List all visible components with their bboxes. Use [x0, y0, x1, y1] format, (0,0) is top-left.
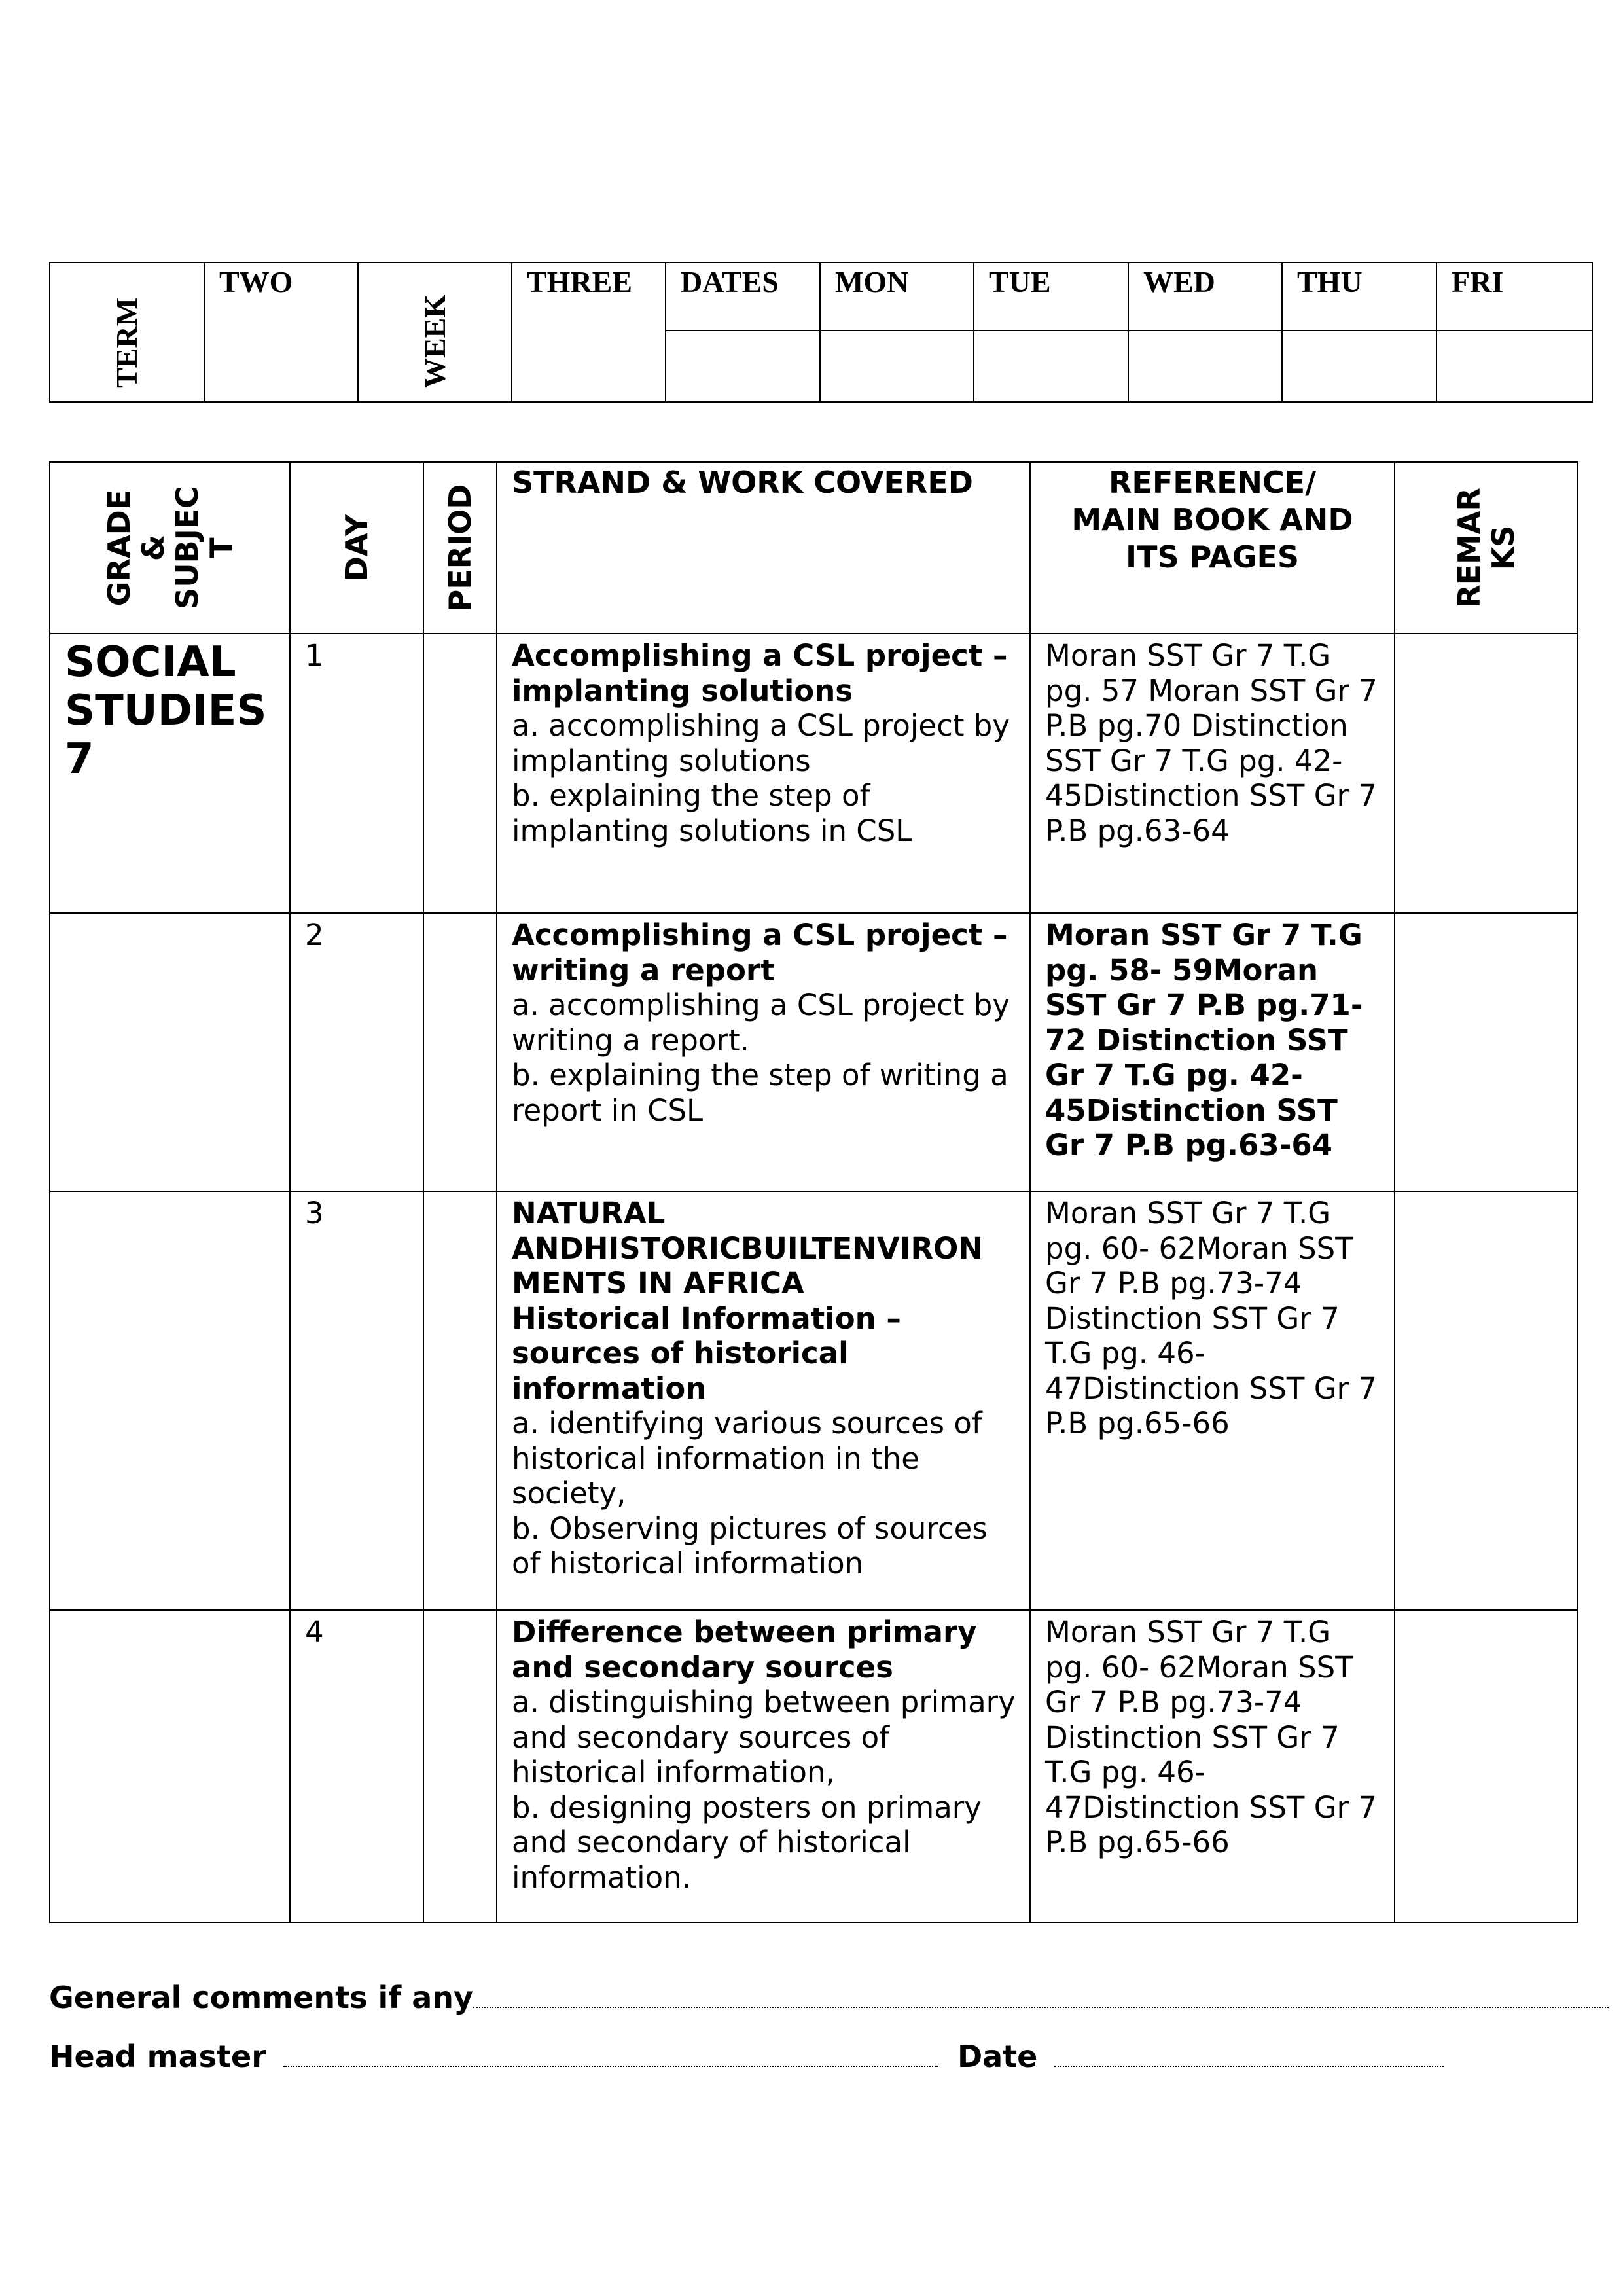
strand-subtitle: Historical Information – sources of historical information	[512, 1300, 901, 1406]
strand-item: b. explaining the step of writing a report in CSL	[512, 1058, 1008, 1128]
reference-text: Moran SST Gr 7 T.G pg. 58- 59Moran SST Gr 7 P.B pg.71-72 Distinction SST Gr 7 T.G pg. 42-45Distinction SST Gr 7 P.B pg.63-64	[1045, 918, 1363, 1162]
lesson-plan-table	[49, 461, 1578, 1923]
period-cell	[423, 1610, 497, 1922]
grade-subject-header	[50, 462, 290, 634]
reference-text: Moran SST Gr 7 T.G pg. 60- 62Moran SST Gr 7 P.B pg.73-74 Distinction SST Gr 7 T.G pg. 46-47Distinction SST Gr 7 P.B pg.65-66	[1045, 1615, 1377, 1859]
dates-label-cell	[666, 262, 820, 331]
strand-item: a. distinguishing between primary and secondary sources of historical information,	[512, 1685, 1016, 1789]
period-cell	[423, 913, 497, 1191]
day-header	[290, 462, 423, 634]
week-label: WEEK	[418, 294, 452, 388]
strand-cell	[497, 913, 1030, 1191]
day-mon-cell	[820, 262, 974, 331]
day-tue-cell	[974, 262, 1128, 331]
date-mon-cell	[820, 331, 974, 402]
day-number: 2	[305, 918, 324, 952]
day-thu-cell	[1282, 262, 1436, 331]
table-header-row	[50, 462, 1578, 634]
signature-line	[49, 2039, 1444, 2074]
day-mon: MON	[835, 265, 909, 298]
reference-text: Moran SST Gr 7 T.G pg. 60- 62Moran SST Gr 7 P.B pg.73-74 Distinction SST Gr 7 T.G pg. 46-47Distinction SST Gr 7 P.B pg.65-66	[1045, 1196, 1377, 1441]
day-cell	[290, 634, 423, 913]
general-comments-field[interactable]	[473, 2005, 1609, 2008]
strand-item: a. accomplishing a CSL project by implanting solutions	[512, 708, 1010, 778]
day-thu: THU	[1297, 265, 1363, 298]
subject-cell	[50, 634, 290, 913]
grade-subject-header-text: GRADE & SUBJEC T	[101, 486, 239, 609]
strand-item: a. identifying various sources of historical information in the society,	[512, 1406, 982, 1511]
period-cell	[423, 1191, 497, 1610]
reference-cell	[1030, 1191, 1395, 1610]
general-comments-label: General comments if any	[49, 1980, 474, 2015]
date-blank-cell	[666, 331, 820, 402]
remarks-cell	[1395, 913, 1578, 1191]
subject-cell	[50, 913, 290, 1191]
reference-cell	[1030, 634, 1395, 913]
week-label-cell	[358, 262, 512, 402]
table-row	[50, 1191, 1578, 1610]
strand-item: a. accomplishing a CSL project by writing a report.	[512, 988, 1010, 1058]
remarks-cell	[1395, 1610, 1578, 1922]
term-label-cell	[50, 262, 204, 402]
strand-item: b. explaining the step of implanting solutions in CSL	[512, 778, 912, 848]
week-value-cell	[512, 262, 666, 402]
table-row	[50, 913, 1578, 1191]
strand-title: NATURAL ANDHISTORICBUILTENVIRON MENTS IN AFRICA	[512, 1196, 984, 1300]
period-header-text: PERIOD	[442, 484, 478, 612]
day-fri: FRI	[1452, 265, 1504, 298]
day-cell	[290, 1610, 423, 1922]
general-comments-line	[49, 1980, 1609, 2015]
reference-header-text: REFERENCE/ MAIN BOOK AND ITS PAGES	[1071, 465, 1353, 575]
table-row	[50, 634, 1578, 913]
reference-cell	[1030, 913, 1395, 1191]
day-header-text: DAY	[339, 514, 374, 582]
remarks-header-text: REMAR KS	[1452, 488, 1521, 608]
day-fri-cell	[1436, 262, 1592, 331]
remarks-cell	[1395, 1191, 1578, 1610]
date-thu-cell	[1282, 331, 1436, 402]
strand-header	[497, 462, 1030, 634]
day-wed: WED	[1143, 265, 1215, 298]
strand-item: b. Observing pictures of sources of historical information	[512, 1511, 988, 1581]
table-row	[50, 1610, 1578, 1922]
period-cell	[423, 634, 497, 913]
subject-name: SOCIAL STUDIES 7	[65, 638, 267, 783]
strand-header-text: STRAND & WORK COVERED	[512, 465, 973, 500]
term-value: TWO	[219, 265, 293, 298]
strand-title: Difference between primary and secondary sources	[512, 1615, 977, 1685]
remarks-header	[1395, 462, 1578, 634]
day-number: 1	[305, 638, 324, 673]
headmaster-field[interactable]	[283, 2064, 938, 2067]
period-header	[423, 462, 497, 634]
day-number: 3	[305, 1196, 324, 1230]
day-cell	[290, 1191, 423, 1610]
date-field[interactable]	[1054, 2064, 1444, 2067]
strand-item: b. designing posters on primary and secondary of historical information.	[512, 1789, 982, 1895]
strand-title: Accomplishing a CSL project – writing a report	[512, 918, 1008, 988]
subject-cell	[50, 1191, 290, 1610]
week-value: THREE	[527, 265, 633, 298]
dates-label: DATES	[681, 265, 779, 298]
day-wed-cell	[1128, 262, 1282, 331]
subject-cell	[50, 1610, 290, 1922]
term-value-cell	[204, 262, 358, 402]
date-label: Date	[957, 2039, 1038, 2074]
date-tue-cell	[974, 331, 1128, 402]
term-week-table	[49, 262, 1593, 403]
remarks-cell	[1395, 634, 1578, 913]
reference-cell	[1030, 1610, 1395, 1922]
strand-title: Accomplishing a CSL project – implanting solutions	[512, 638, 1008, 708]
reference-header	[1030, 462, 1395, 634]
strand-cell	[497, 1610, 1030, 1922]
term-label: TERM	[110, 298, 143, 388]
strand-cell	[497, 634, 1030, 913]
day-cell	[290, 913, 423, 1191]
day-number: 4	[305, 1615, 324, 1649]
day-tue: TUE	[989, 265, 1051, 298]
headmaster-label: Head master	[49, 2039, 266, 2074]
strand-cell	[497, 1191, 1030, 1610]
date-wed-cell	[1128, 331, 1282, 402]
reference-text: Moran SST Gr 7 T.G pg. 57 Moran SST Gr 7 P.B pg.70 Distinction SST Gr 7 T.G pg. 42-45Distinction SST Gr 7 P.B pg.63-64	[1045, 638, 1378, 848]
date-fri-cell	[1436, 331, 1592, 402]
